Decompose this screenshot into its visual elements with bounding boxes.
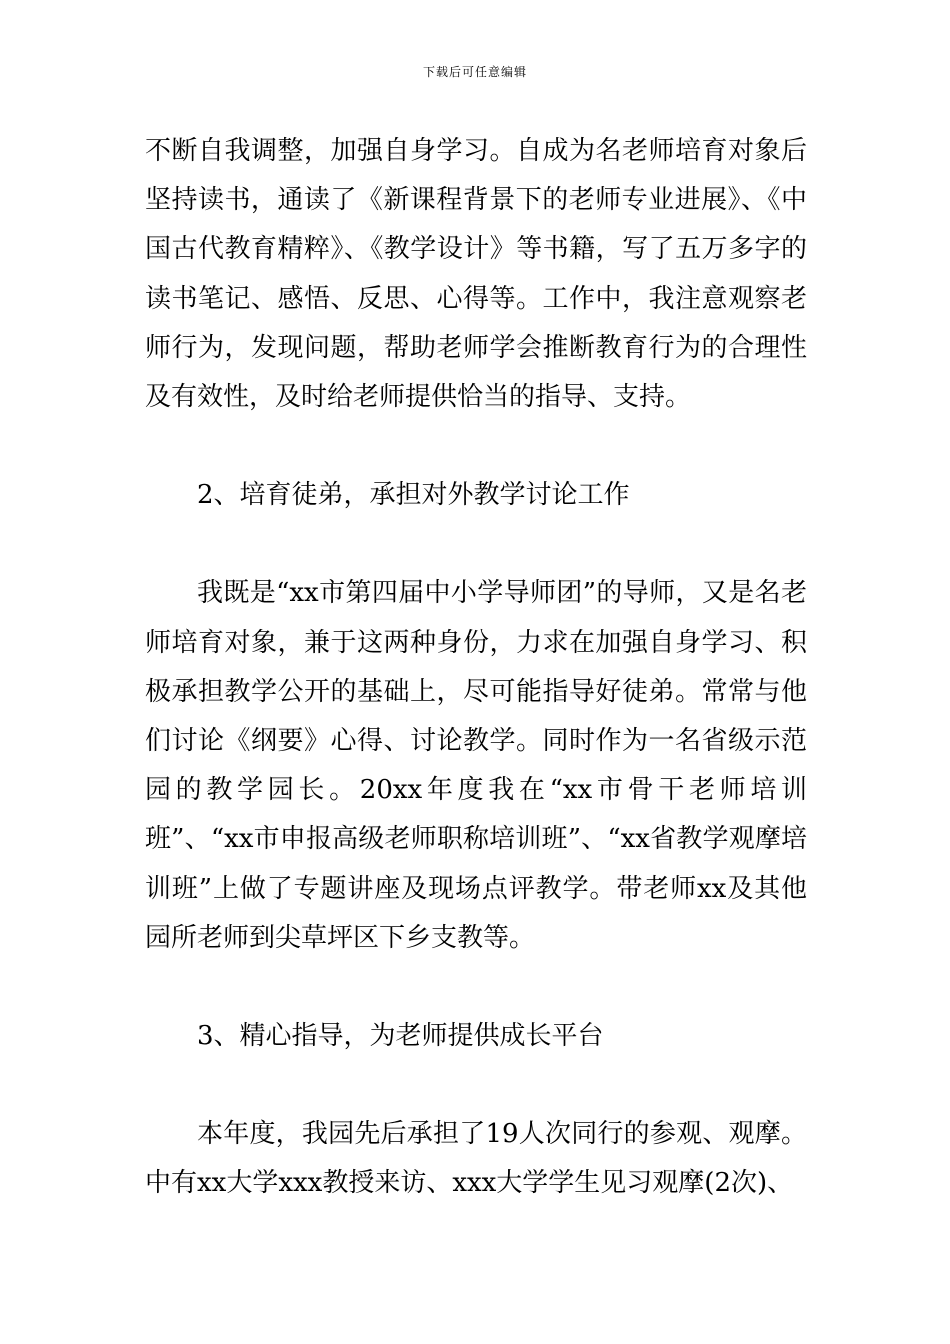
document-body [145, 127, 807, 1209]
paragraph-self-study: 不断自我调整，加强自身学习。自成为名老师培育对象后坚持读书，通读了《新课程背景下的老师专业进展》、《中国古代教育精粹》、《教学设计》等书籍，写了五万多字的读书笔记、感悟、反思、心得等。工作中，我注意观察老师行为，发现问题，帮助老师学会推断教育行为的合理性及有效性，及时给老师提供恰当的指导、支持。 [145, 136, 807, 413]
section-heading-2: 2、培育徒弟，承担对外教学讨论工作 [197, 480, 630, 511]
section-heading-3: 3、精心指导，为老师提供成长平台 [197, 1021, 604, 1052]
paragraph-visits: 本年度，我园先后承担了19人次同行的参观、观摩。中有xx大学xxx教授来访、xxx大学学生见习观摩(2次)、 [145, 1119, 807, 1199]
page-header-note: 下载后可任意编辑 [422, 65, 527, 79]
paragraph-mentoring: 我既是“xx市第四届中小学导师团”的导师，又是名老师培育对象，兼于这两种身份，力求在加强自身学习、积极承担教学公开的基础上，尽可能指导好徒弟。常常与他们讨论《纲要》心得、讨论教学。同时作为一名省级示范园的教学园长。20xx年度我在“xx市骨干老师培训班”、“xx市申报高级老师职称培训班”、“xx省教学观摩培训班”上做了专题讲座及现场点评教学。带老师xx及其他园所老师到尖草坪区下乡支教等。 [145, 578, 807, 953]
